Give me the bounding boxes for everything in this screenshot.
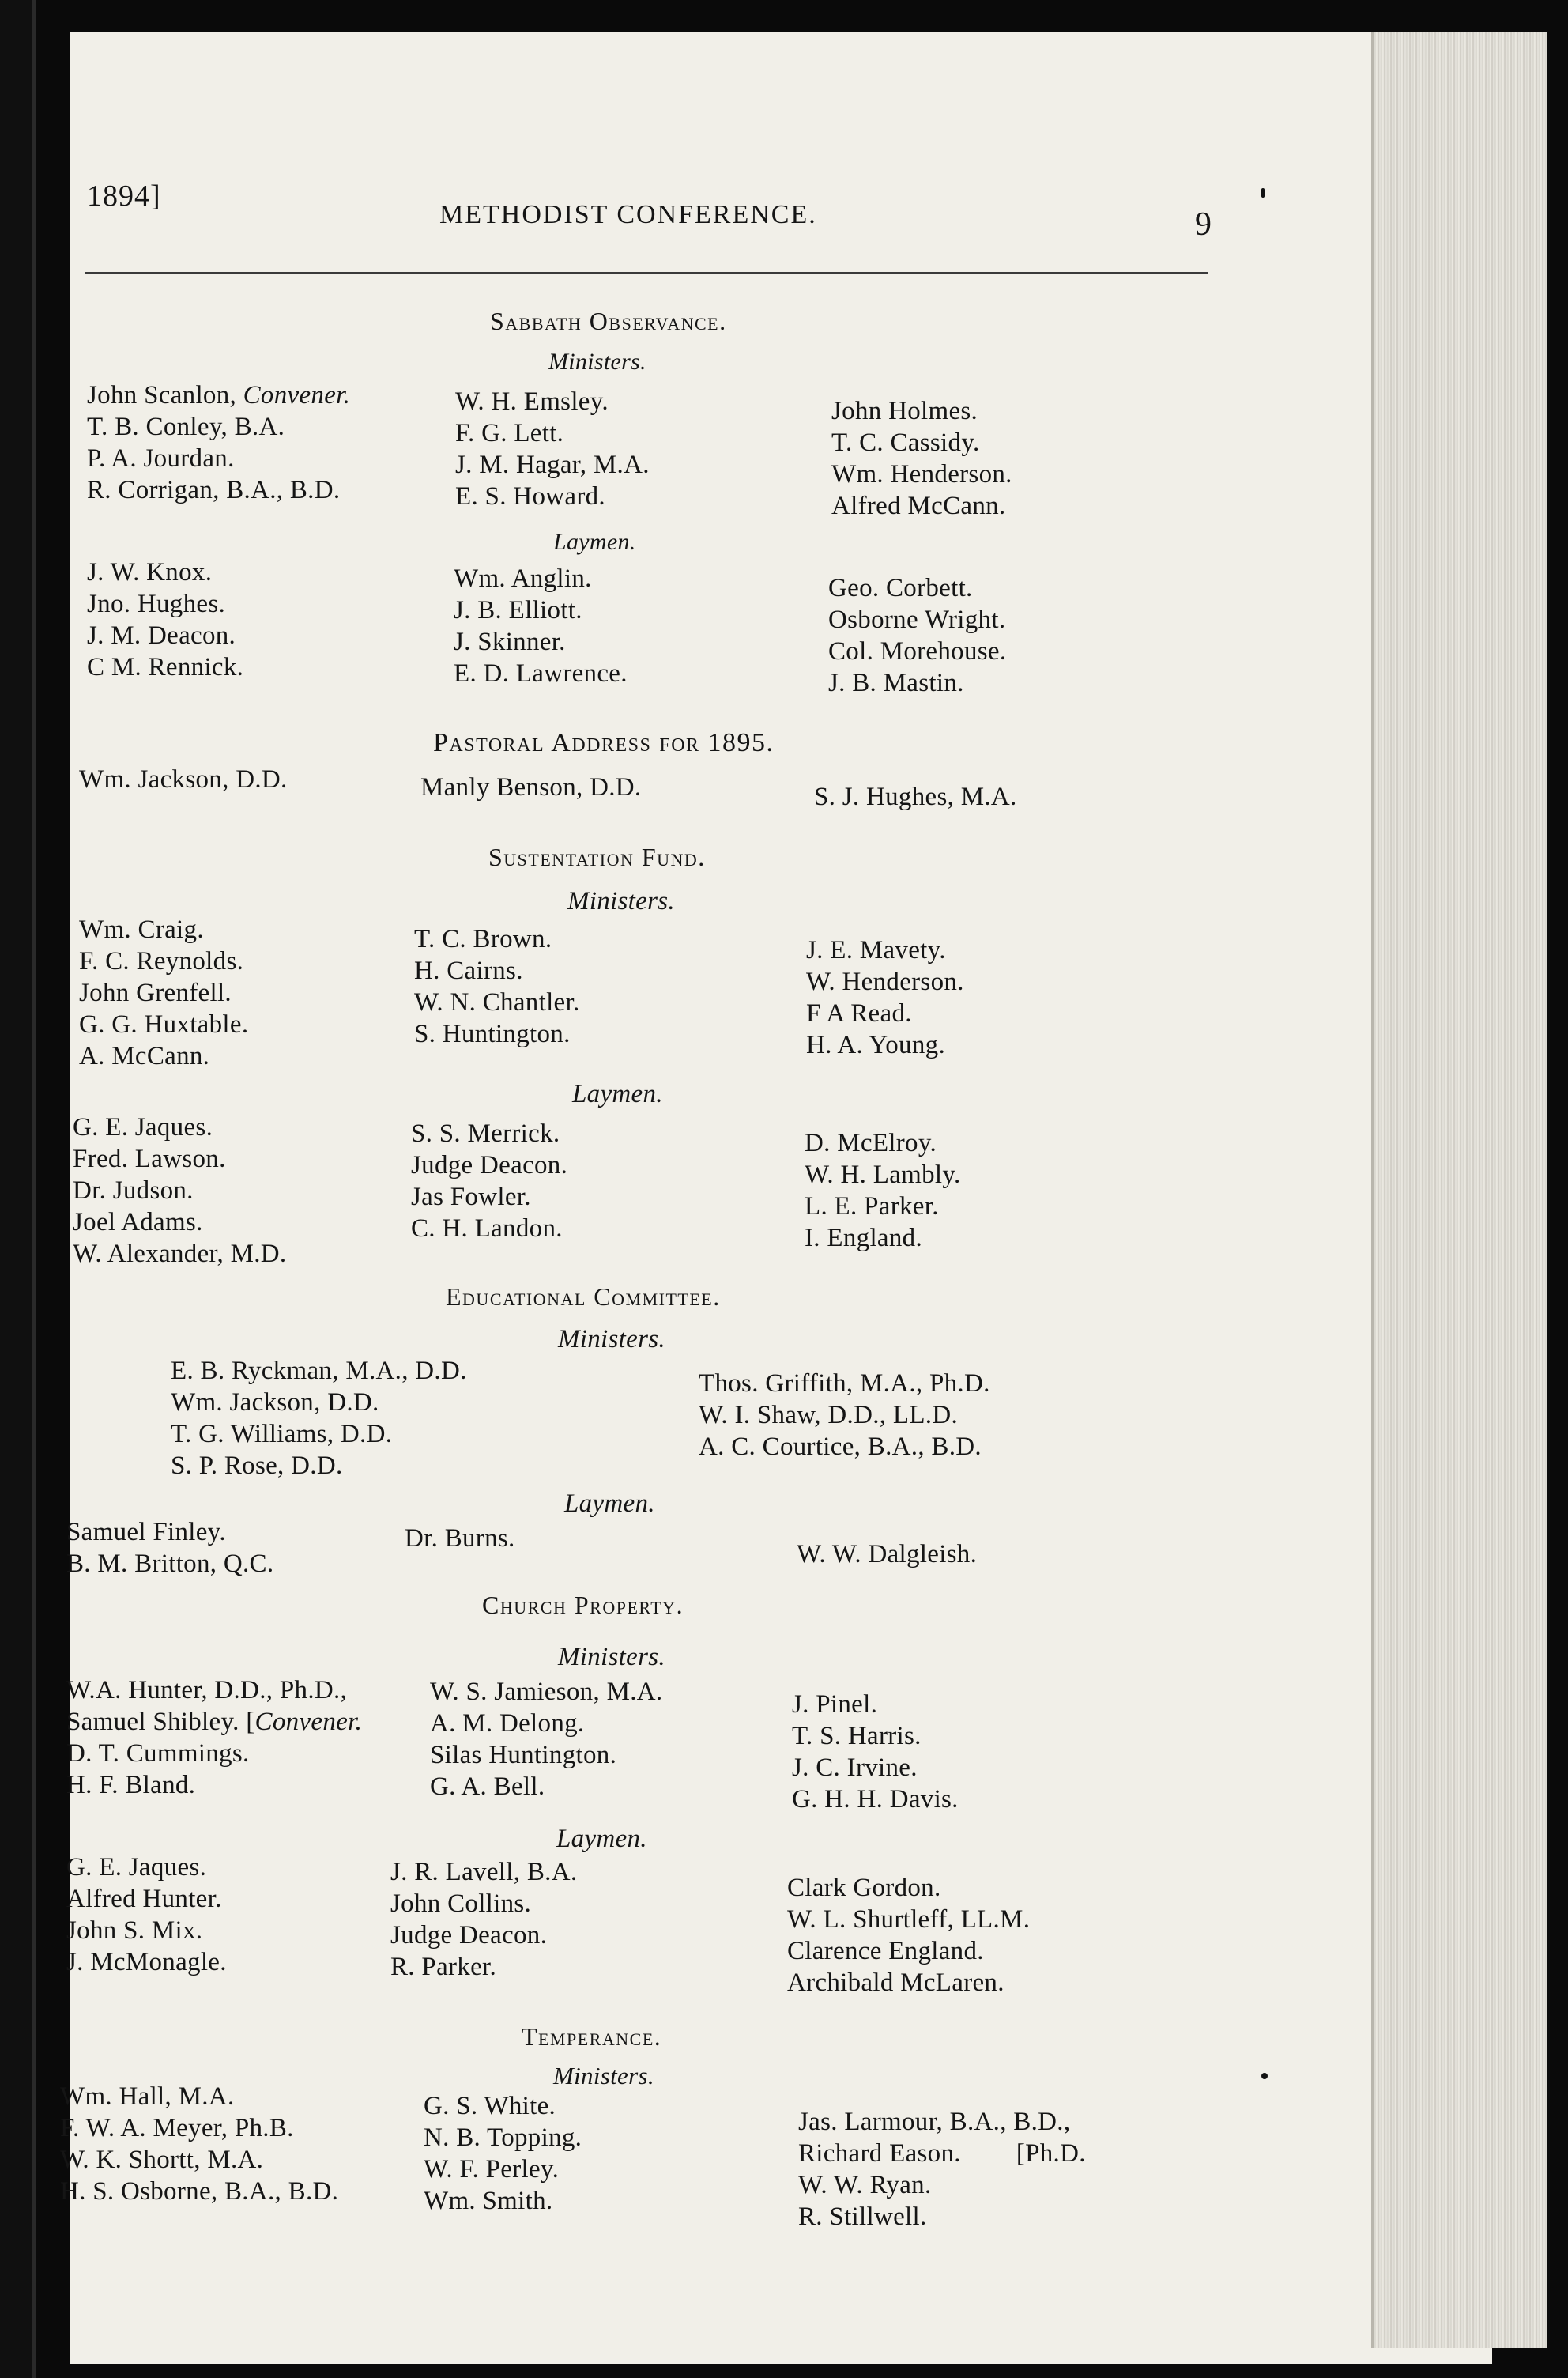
- member-name: E. S. Howard.: [455, 482, 605, 511]
- member-name: A. C. Courtice, B.A., B.D.: [699, 1432, 982, 1461]
- member-name: H. Cairns.: [414, 957, 523, 985]
- member-name: W. Alexander, M.D.: [73, 1240, 287, 1268]
- member-name: Judge Deacon.: [411, 1151, 568, 1180]
- section-title-pastoral: Pastoral Address for 1895.: [433, 728, 775, 757]
- member-name: Wm. Craig.: [79, 915, 204, 944]
- member-name: Wm. Hall, M.A.: [60, 2082, 235, 2111]
- member-name: E. D. Lawrence.: [454, 659, 628, 688]
- degree-continuation: [Ph.D.: [1016, 2139, 1086, 2168]
- member-name: B. M. Britton, Q.C.: [66, 1549, 274, 1578]
- member-name: Alfred McCann.: [831, 492, 1006, 520]
- section-title-sabbath: Sabbath Observance.: [490, 307, 727, 335]
- page-number: 9: [1195, 206, 1212, 243]
- member-name: D. McElroy.: [805, 1129, 937, 1157]
- convener-role: Convener.: [243, 381, 351, 410]
- ministers-label: Ministers.: [567, 887, 675, 915]
- member-name: J. McMonagle.: [66, 1948, 227, 1976]
- member-name: J. B. Elliott.: [454, 596, 582, 625]
- member-name: T. C. Cassidy.: [831, 428, 980, 457]
- member-name: F A Read.: [806, 999, 912, 1028]
- adjacent-page-edge: [0, 0, 36, 2378]
- laymen-label: Laymen.: [572, 1080, 663, 1108]
- member-name: A. M. Delong.: [430, 1709, 585, 1738]
- member-name: S. P. Rose, D.D.: [171, 1451, 343, 1480]
- member-name: John Grenfell.: [79, 979, 232, 1007]
- member-name: Dr. Judson.: [73, 1176, 194, 1205]
- member-name: E. B. Ryckman, M.A., D.D.: [171, 1357, 467, 1385]
- member-name: H. S. Osborne, B.A., B.D.: [60, 2177, 339, 2206]
- member-name: F. C. Reynolds.: [79, 947, 244, 976]
- member-name: C M. Rennick.: [87, 653, 244, 681]
- scan-speck: [1261, 2073, 1268, 2079]
- member-name: Wm. Smith.: [424, 2187, 553, 2215]
- member-name: A. McCann.: [79, 1042, 210, 1070]
- member-name: Jno. Hughes.: [87, 590, 226, 618]
- page-stack-edge: [1371, 32, 1547, 2348]
- member-name: J. Pinel.: [792, 1690, 878, 1719]
- member-name: T. S. Harris.: [792, 1722, 922, 1750]
- member-name: R. Corrigan, B.A., B.D.: [87, 476, 341, 504]
- member-name: J. R. Lavell, B.A.: [390, 1858, 578, 1886]
- member-name: Silas Huntington.: [430, 1741, 617, 1769]
- member-name: Archibald McLaren.: [787, 1968, 1004, 1997]
- member-name: Clarence England.: [787, 1937, 984, 1965]
- member-name: J. M. Deacon.: [87, 621, 236, 650]
- member-name: Thos. Griffith, M.A., Ph.D.: [699, 1369, 990, 1398]
- member-name: G. H. H. Davis.: [792, 1785, 959, 1814]
- member-name: W. W. Ryan.: [798, 2171, 932, 2199]
- member-name: W. F. Perley.: [424, 2155, 560, 2184]
- member-name: G. A. Bell.: [430, 1772, 545, 1801]
- member-name: Wm. Jackson, D.D.: [79, 765, 288, 794]
- member-name: W. K. Shortt, M.A.: [60, 2146, 264, 2174]
- member-name: W. I. Shaw, D.D., LL.D.: [699, 1401, 959, 1429]
- member-name: Col. Morehouse.: [828, 637, 1007, 666]
- member-name: Samuel Finley.: [66, 1518, 226, 1546]
- section-title-temperance: Temperance.: [522, 2022, 662, 2051]
- member-name: G. S. White.: [424, 2092, 556, 2120]
- section-title-sustentation: Sustentation Fund.: [488, 843, 706, 871]
- member-name: J. Skinner.: [454, 628, 566, 656]
- convener-role: Convener.: [254, 1708, 363, 1736]
- laymen-label: Laymen.: [553, 529, 636, 555]
- member-name: Wm. Jackson, D.D.: [171, 1388, 379, 1417]
- member-name: W. W. Dalgleish.: [797, 1540, 978, 1568]
- member-name: D. T. Cummings.: [66, 1739, 250, 1768]
- member-name: Alfred Hunter.: [66, 1885, 222, 1913]
- section-title-church: Church Property.: [482, 1591, 684, 1619]
- member-name: S. S. Merrick.: [411, 1119, 560, 1148]
- member-name: F. W. A. Meyer, Ph.B.: [60, 2114, 294, 2142]
- laymen-label: Laymen.: [564, 1489, 655, 1518]
- member-name: Wm. Anglin.: [454, 564, 592, 593]
- member-name: N. B. Topping.: [424, 2123, 582, 2152]
- member-name: J. C. Irvine.: [792, 1753, 918, 1782]
- member-name: Samuel Shibley. [Convener.: [66, 1708, 363, 1736]
- member-name: W.A. Hunter, D.D., Ph.D.,: [66, 1676, 348, 1704]
- member-name: G. G. Huxtable.: [79, 1010, 249, 1039]
- member-name: L. E. Parker.: [805, 1192, 939, 1221]
- member-name: Jas. Larmour, B.A., B.D.,: [798, 2108, 1071, 2136]
- member-name: J. M. Hagar, M.A.: [455, 451, 650, 479]
- member-name: W. L. Shurtleff, LL.M.: [787, 1905, 1031, 1934]
- member-name: C. H. Landon.: [411, 1214, 563, 1243]
- member-name: Dr. Burns.: [405, 1524, 515, 1553]
- member-name: H. F. Bland.: [66, 1771, 196, 1799]
- member-name: G. E. Jaques.: [66, 1853, 207, 1882]
- ministers-label: Ministers.: [553, 2062, 654, 2089]
- member-name: Jas Fowler.: [411, 1183, 531, 1211]
- member-name: G. E. Jaques.: [73, 1113, 213, 1142]
- member-name: H. A. Young.: [806, 1031, 945, 1059]
- member-name: F. G. Lett.: [455, 419, 564, 447]
- member-name: John Holmes.: [831, 397, 978, 425]
- member-name: Fred. Lawson.: [73, 1145, 226, 1173]
- member-name: Osborne Wright.: [828, 606, 1006, 634]
- member-name: John Collins.: [390, 1889, 532, 1918]
- member-name: Joel Adams.: [73, 1208, 203, 1236]
- member-name: W. S. Jamieson, M.A.: [430, 1678, 663, 1706]
- member-name: J. W. Knox.: [87, 558, 213, 587]
- member-name: John Scanlon, Convener.: [87, 381, 351, 410]
- member-name: J. B. Mastin.: [828, 669, 964, 697]
- member-name: T. B. Conley, B.A.: [87, 413, 285, 441]
- member-name: W. H. Lambly.: [805, 1161, 961, 1189]
- scan-speck: [1261, 188, 1265, 198]
- page-year: 1894]: [87, 179, 161, 213]
- page-title: METHODIST CONFERENCE.: [439, 200, 817, 229]
- member-name: R. Parker.: [390, 1953, 497, 1981]
- member-name: T. G. Williams, D.D.: [171, 1420, 393, 1448]
- member-name: T. C. Brown.: [414, 925, 552, 953]
- member-name: R. Stillwell.: [798, 2202, 927, 2231]
- member-name: J. E. Mavety.: [806, 936, 946, 964]
- member-name: I. England.: [805, 1224, 923, 1252]
- member-name: Judge Deacon.: [390, 1921, 548, 1950]
- member-name: Clark Gordon.: [787, 1874, 941, 1902]
- laymen-label: Laymen.: [556, 1825, 647, 1853]
- member-name: W. H. Emsley.: [455, 387, 609, 416]
- section-title-educational: Educational Committee.: [446, 1282, 721, 1311]
- member-name: S. Huntington.: [414, 1020, 571, 1048]
- header-rule: [85, 272, 1208, 274]
- member-name: P. A. Jourdan.: [87, 444, 235, 473]
- member-name: W. N. Chantler.: [414, 988, 580, 1017]
- ministers-label: Ministers.: [548, 349, 646, 375]
- member-name: Wm. Henderson.: [831, 460, 1012, 489]
- member-name: W. Henderson.: [806, 968, 964, 996]
- member-name: S. J. Hughes, M.A.: [814, 783, 1017, 811]
- member-name: Richard Eason. [Ph.D.: [798, 2139, 1086, 2168]
- ministers-label: Ministers.: [558, 1325, 665, 1353]
- member-name: Geo. Corbett.: [828, 574, 973, 602]
- member-name: John S. Mix.: [66, 1916, 203, 1945]
- ministers-label: Ministers.: [558, 1643, 665, 1671]
- member-name: Manly Benson, D.D.: [420, 773, 642, 802]
